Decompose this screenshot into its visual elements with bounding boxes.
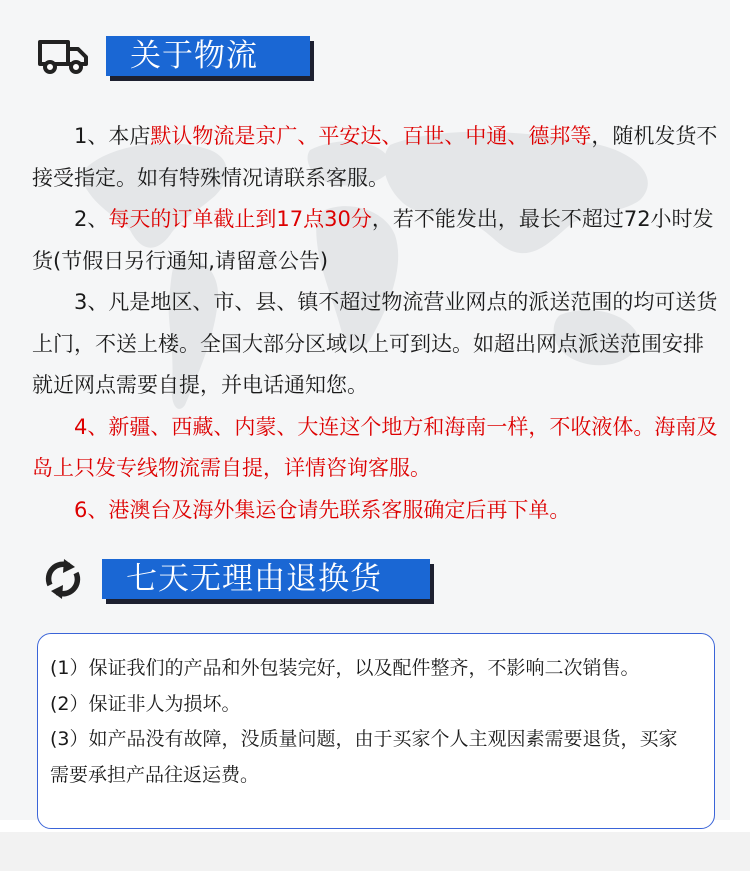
truck-icon	[34, 34, 92, 78]
shipping-item-2: 2、每天的订单截止到17点30分，若不能发出，最长不超过72小时发货(节假日另行通知,请留意公告)	[32, 207, 714, 273]
shipping-title: 关于物流	[106, 36, 310, 76]
default-carriers: 默认物流是京广、平安达、百世、中通、德邦等	[150, 124, 592, 148]
order-cutoff: 每天的订单截止到17点30分	[108, 207, 372, 231]
shipping-item-6: 6、港澳台及海外集运仓请先联系客服确定后再下单。	[74, 497, 571, 522]
shipping-item-1: 1、本店默认物流是京广、平安达、百世、中通、德邦等，随机发货不接受指定。如有特殊情况请联系客服。	[32, 124, 718, 190]
returns-title: 七天无理由退换货	[102, 559, 430, 599]
returns-item-2: (2）保证非人为损坏。	[50, 692, 241, 715]
shipping-heading	[34, 34, 310, 78]
shipping-item-3: 3、凡是地区、市、县、镇不超过物流营业网点的派送范围的均可送货上门，不送上楼。全国大部分区域以上可到达。如超出网点派送范围安排就近网点需要自提，并电话通知您。	[32, 290, 718, 397]
shipping-item-4: 4、新疆、西藏、内蒙、大连这个地方和海南一样，不收液体。海南及岛上只发专线物流需自提，详情咨询客服。	[32, 414, 718, 480]
returns-heading	[34, 557, 430, 601]
bottom-strip	[0, 832, 750, 871]
shipping-info	[32, 116, 722, 531]
returns-policy-list	[50, 651, 690, 793]
returns-item-3: (3）如产品没有故障，没质量问题，由于买家个人主观因素需要退货，买家需要承担产品往返运费。	[50, 728, 678, 786]
returns-item-1: (1）保证我们的产品和外包装完好，以及配件整齐，不影响二次销售。	[50, 657, 640, 679]
refresh-icon	[34, 557, 92, 601]
